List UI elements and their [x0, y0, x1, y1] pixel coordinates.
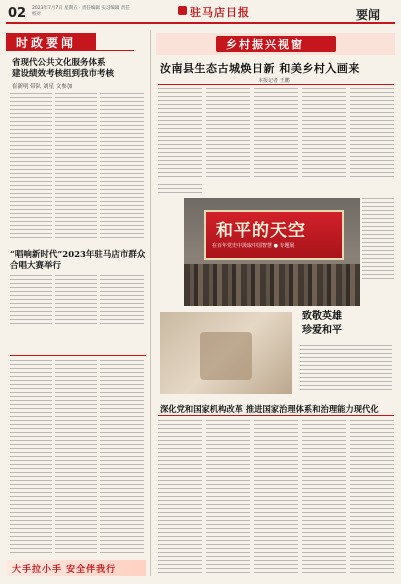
side-feature-title-line1: 致敬英雄	[302, 311, 342, 322]
article4-body-col2	[206, 420, 250, 576]
side-feature-title-line2: 珍爱和平	[302, 325, 342, 336]
photo-crowd	[184, 264, 360, 306]
page-divider	[150, 30, 151, 576]
article2-body-col3	[100, 275, 144, 325]
rural-banner	[156, 33, 395, 55]
banner-article-body-col3	[100, 360, 144, 556]
article3-title: 汝南县生态古城焕日新 和美乡村入画来	[160, 62, 360, 75]
article4-rule	[158, 415, 394, 416]
current-affairs-banner	[6, 33, 96, 50]
article1-body-col1	[10, 93, 52, 241]
banner-article-body-col1	[10, 360, 52, 556]
section-tag: 要闻	[356, 8, 381, 22]
paper-name: 驻马店日报	[190, 6, 250, 19]
article1-title	[12, 58, 140, 80]
article3-body-col3	[254, 88, 298, 180]
lower-photo-shape	[200, 332, 252, 380]
article3-body-col4	[302, 88, 346, 180]
article4-body-col3	[254, 420, 298, 576]
photo-sign-board	[204, 210, 344, 260]
article1-body-col2	[55, 93, 97, 241]
bottom-strip-text: 大手拉小手 安全伴我行	[12, 565, 117, 575]
article2-title: “唱响新时代”2023年驻马店市群众合唱大赛举行	[10, 250, 146, 271]
current-affairs-label: 时政要闻	[16, 36, 77, 50]
side-feature-title	[302, 310, 382, 338]
article3-body-col1	[158, 88, 202, 180]
banner-article-rule	[10, 355, 146, 356]
article1-title-line1: 省现代公共文化服务体系	[12, 58, 106, 68]
banner-article-body-col2	[55, 360, 97, 556]
bottom-strip	[6, 560, 146, 576]
article3-body-col1b	[158, 184, 202, 196]
article3-rule	[158, 84, 394, 85]
side-body-col	[362, 198, 394, 280]
article3-body-col2	[206, 88, 250, 180]
lower-photo	[160, 312, 292, 394]
masthead	[0, 0, 401, 28]
article1-body-col3	[100, 93, 144, 241]
photo-sign-text: 和平的天空	[216, 221, 306, 241]
article1-byline: 崔新明 带队 刘星 文参加	[12, 84, 73, 90]
photo-caption-col	[300, 345, 392, 393]
paper-logo-icon	[178, 6, 187, 15]
article4-body-col5	[350, 420, 394, 576]
photo-sign-subtext: 在百年党史中汲取中国智慧 ● 专题展	[212, 243, 295, 249]
article4-body-col1	[158, 420, 202, 576]
article3-byline: 本报记者 王鹏	[258, 78, 290, 84]
article4-title: 深化党和国家机构改革 推进国家治理体系和治理能力现代化	[160, 404, 379, 414]
news-photo	[184, 198, 360, 306]
article4-body-col4	[302, 420, 346, 576]
article1-title-line2: 建设绩效考核组到我市考核	[12, 69, 115, 79]
banner-underline	[6, 50, 134, 51]
rural-banner-label: 乡村振兴视窗	[226, 38, 304, 51]
issue-meta: 2023年7月7日 星期五 · 责任编辑 实习编辑 责任校对	[32, 6, 130, 17]
masthead-rule	[6, 22, 395, 24]
article2-body-col2	[55, 275, 97, 325]
article2-body-col1	[10, 275, 52, 325]
article3-body-col5	[350, 88, 394, 180]
page-number: 02	[8, 6, 27, 21]
